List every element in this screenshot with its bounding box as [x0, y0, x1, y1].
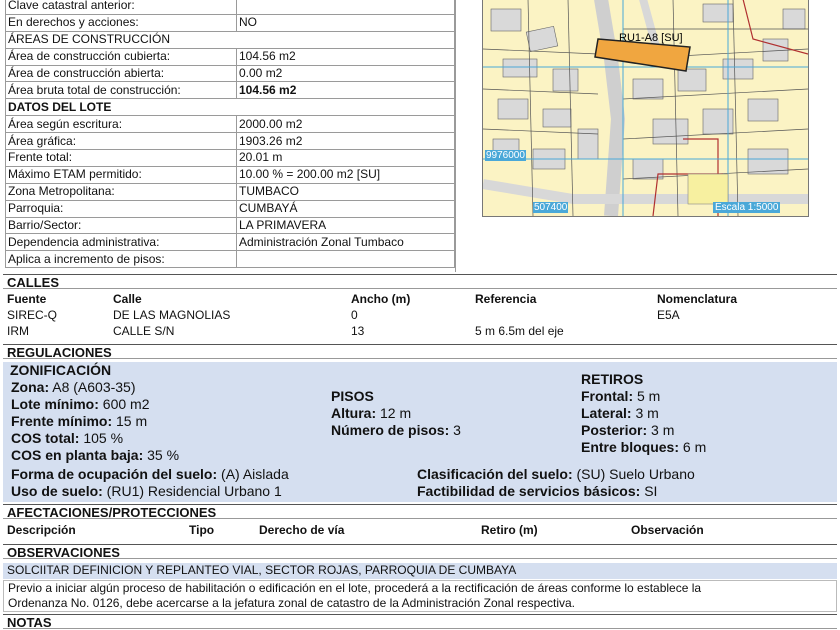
altura-row	[331, 405, 411, 422]
entre-value: 6 m	[679, 439, 707, 455]
coord-x-label: 507400	[534, 202, 568, 213]
frente-value: 15 m	[112, 413, 148, 429]
table-row	[6, 31, 455, 48]
table-row-2-fuente: IRM	[7, 324, 29, 338]
lote-label: Lote mínimo:	[11, 396, 99, 412]
fact-label: Factibilidad de servicios básicos:	[417, 483, 641, 499]
observacion-1	[3, 563, 837, 579]
table-row-1-fuente: SIREC-Q	[7, 308, 58, 322]
observacion-1-text: SOLCIITAR DEFINICION Y REPLANTEO VIAL, SECTOR ROJAS, PARROQUIA DE CUMBAYA	[7, 563, 517, 577]
lateral-value: 3 m	[631, 405, 659, 421]
frontal-row	[581, 388, 660, 405]
table-row	[6, 99, 455, 116]
field-value: 20.01 m	[237, 150, 455, 167]
afect-col-observacion: Observación	[631, 523, 704, 537]
field-value: Administración Zonal Tumbaco	[237, 234, 455, 251]
table-row	[6, 150, 455, 167]
table-row	[6, 14, 455, 31]
afect-col-derecho: Derecho de vía	[259, 523, 345, 537]
altura-value: 12 m	[376, 405, 412, 421]
table-row	[6, 217, 455, 234]
field-value	[237, 0, 455, 14]
field-label: Área según escritura:	[6, 116, 237, 133]
field-label: Parroquia:	[6, 200, 237, 217]
lote-row	[11, 396, 149, 413]
npisos-label: Número de pisos:	[331, 422, 450, 438]
cos-row	[11, 430, 123, 447]
lateral-row	[581, 405, 659, 422]
lateral-label: Lateral:	[581, 405, 632, 421]
frente-label: Frente mínimo:	[11, 413, 113, 429]
field-label: Área de construcción cubierta:	[6, 48, 237, 65]
posterior-label: Posterior:	[581, 422, 648, 438]
notas-header: NOTAS	[3, 614, 837, 629]
table-row-2-calle: CALLE S/N	[113, 324, 175, 338]
uso-label: Uso de suelo:	[11, 483, 103, 499]
field-value: 104.56 m2	[237, 48, 455, 65]
observacion-2-line2: Ordenanza No. 0126, debe acercarse a la jefatura zonal de catastro de la Administración Zonal respectiva.	[8, 596, 575, 610]
section-title: ÁREAS DE CONSTRUCCIÓN	[6, 31, 455, 48]
regulaciones-header: REGULACIONES	[3, 344, 837, 359]
field-label: Área gráfica:	[6, 133, 237, 150]
lote-value: 600 m2	[98, 396, 150, 412]
uso-row	[11, 483, 282, 500]
altura-label: Altura:	[331, 405, 377, 421]
observacion-2-line1: Previo a iniciar algún proceso de habilitación o edificación en el lote, procederá a la rectificación de áreas conforme lo establece la	[8, 581, 702, 595]
table-row-1-ancho: 0	[351, 308, 358, 322]
property-table	[5, 0, 455, 268]
posterior-row	[581, 422, 674, 439]
zona-value: A8 (A603-35)	[49, 379, 136, 395]
regulaciones-panel	[3, 362, 837, 502]
calles-col-calle: Calle	[113, 292, 142, 306]
clasif-label: Clasificación del suelo:	[417, 466, 573, 482]
entre-label: Entre bloques:	[581, 439, 680, 455]
afect-col-retiro: Retiro (m)	[481, 523, 538, 537]
table-row	[6, 82, 455, 99]
field-label: Clave catastral anterior:	[6, 0, 237, 14]
zona-row	[11, 379, 136, 396]
table-row	[6, 48, 455, 65]
cospb-row	[11, 447, 179, 464]
zona-label: Zona:	[11, 379, 50, 395]
field-value: LA PRIMAVERA	[237, 217, 455, 234]
table-row	[6, 183, 455, 200]
fact-value: SI	[640, 483, 658, 499]
calles-table	[3, 292, 837, 340]
forma-label: Forma de ocupación del suelo:	[11, 466, 218, 482]
zonificacion-title: ZONIFICACIÓN	[10, 362, 112, 378]
clasif-row	[417, 466, 695, 483]
field-value: TUMBACO	[237, 183, 455, 200]
observacion-2	[3, 580, 837, 612]
clasif-value: (SU) Suelo Urbano	[572, 466, 695, 482]
posterior-value: 3 m	[647, 422, 675, 438]
calles-col-nomenclatura: Nomenclatura	[657, 292, 738, 306]
npisos-row	[331, 422, 461, 439]
retiros-title: RETIROS	[581, 371, 644, 387]
forma-row	[11, 466, 289, 483]
table-row-2-referencia: 5 m 6.5m del eje	[475, 324, 564, 338]
entre-row	[581, 439, 706, 456]
cospb-label: COS en planta baja:	[11, 447, 144, 463]
table-row	[6, 234, 455, 251]
uso-value: (RU1) Residencial Urbano 1	[102, 483, 282, 499]
field-value	[237, 251, 455, 268]
table-right-border	[455, 0, 456, 272]
field-value: 10.00 % = 200.00 m2 [SU]	[237, 166, 455, 183]
calles-col-fuente: Fuente	[7, 292, 47, 306]
calles-col-referencia: Referencia	[475, 292, 537, 306]
field-label: Máximo ETAM permitido:	[6, 166, 237, 183]
calles-col-ancho: Ancho (m)	[351, 292, 411, 306]
frontal-label: Frontal:	[581, 388, 634, 404]
field-label: Barrio/Sector:	[6, 217, 237, 234]
field-label: En derechos y acciones:	[6, 14, 237, 31]
field-label: Dependencia administrativa:	[6, 234, 237, 251]
field-value: NO	[237, 14, 455, 31]
table-row	[6, 166, 455, 183]
observaciones-header: OBSERVACIONES	[3, 544, 837, 559]
cos-label: COS total:	[11, 430, 80, 446]
fact-row	[417, 483, 657, 500]
table-row	[6, 0, 455, 14]
cadastral-map[interactable]	[482, 0, 809, 217]
forma-value: (A) Aislada	[217, 466, 289, 482]
field-label: Zona Metropolitana:	[6, 183, 237, 200]
field-value: 2000.00 m2	[237, 116, 455, 133]
calles-header: CALLES	[3, 274, 837, 289]
frente-row	[11, 413, 147, 430]
afect-col-tipo: Tipo	[189, 523, 215, 537]
table-row	[6, 65, 455, 82]
field-label: Área de construcción abierta:	[6, 65, 237, 82]
table-row	[6, 116, 455, 133]
lot-label: RU1-A8 [SU]	[619, 32, 683, 44]
field-value: 0.00 m2	[237, 65, 455, 82]
afectaciones-table	[3, 522, 837, 539]
table-row	[6, 133, 455, 150]
section-title: DATOS DEL LOTE	[6, 99, 455, 116]
field-value: 104.56 m2	[237, 82, 455, 99]
cospb-value: 35 %	[143, 447, 180, 463]
field-label: Área bruta total de construcción:	[6, 82, 237, 99]
field-label: Frente total:	[6, 150, 237, 167]
afectaciones-header: AFECTACIONES/PROTECCIONES	[3, 504, 837, 519]
table-row	[6, 200, 455, 217]
afect-col-descripcion: Descripción	[7, 523, 76, 537]
table-row	[6, 251, 455, 268]
field-value: CUMBAYÁ	[237, 200, 455, 217]
pisos-title: PISOS	[331, 388, 374, 404]
frontal-value: 5 m	[633, 388, 661, 404]
field-label: Aplica a incremento de pisos:	[6, 251, 237, 268]
cos-value: 105 %	[79, 430, 124, 446]
npisos-value: 3	[449, 422, 461, 438]
table-row-1-nomenclatura: E5A	[657, 308, 680, 322]
table-row-1-calle: DE LAS MAGNOLIAS	[113, 308, 231, 322]
scale-label: Escala 1:5000	[715, 202, 779, 213]
table-row-2-ancho: 13	[351, 324, 365, 338]
field-value: 1903.26 m2	[237, 133, 455, 150]
coord-y-label: 9976000	[486, 150, 525, 161]
